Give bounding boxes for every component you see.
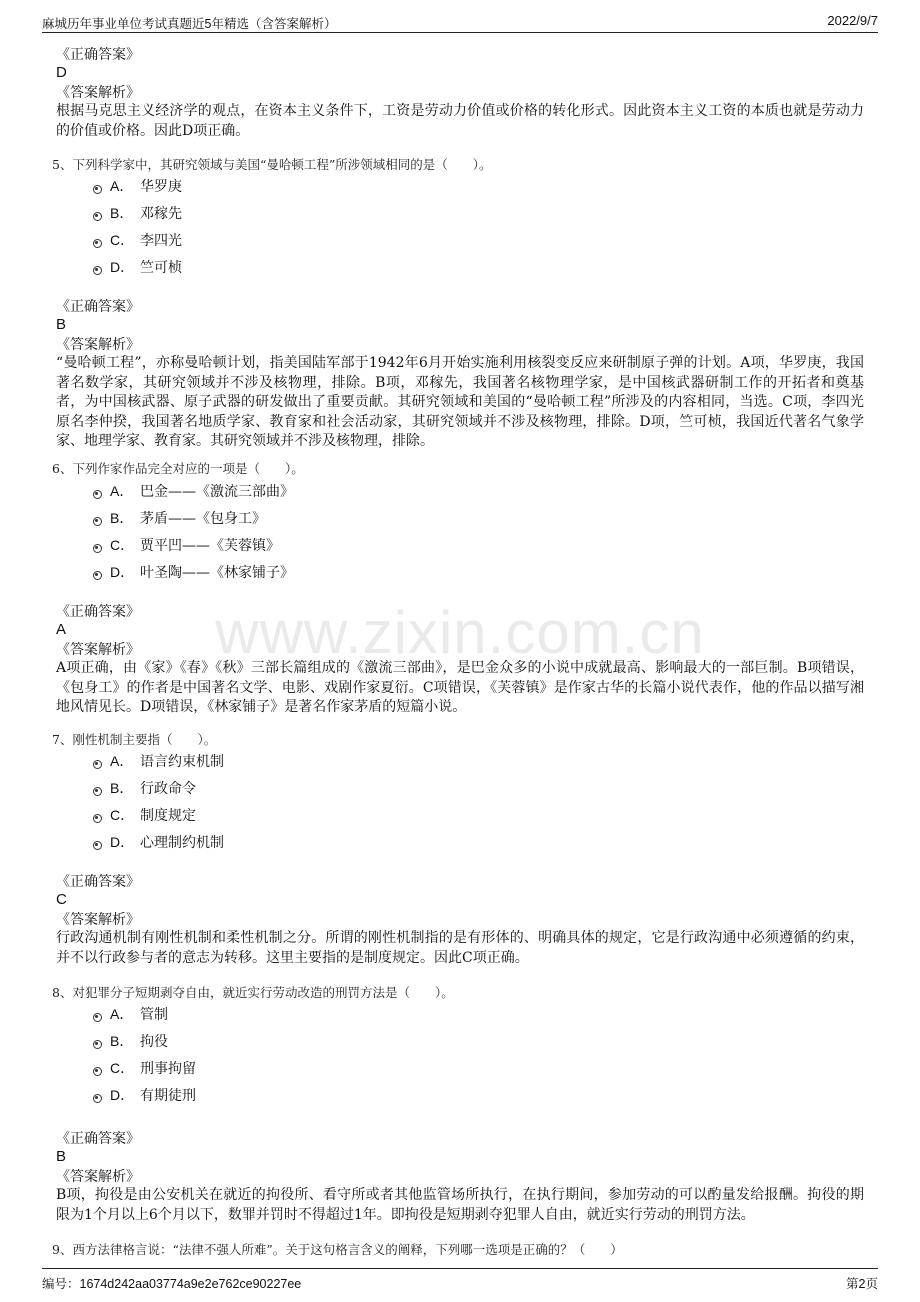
option-letter: B． [110, 1033, 134, 1049]
radio-icon[interactable] [93, 760, 102, 769]
radio-icon[interactable] [93, 544, 102, 553]
document-title: 麻城历年事业单位考试真题近5年精选（含答案解析） [42, 17, 337, 31]
option-c[interactable] [93, 230, 182, 250]
radio-icon[interactable] [93, 185, 102, 194]
option-c[interactable] [93, 805, 196, 825]
radio-icon[interactable] [93, 1067, 102, 1076]
correct-answer-value: A [56, 621, 67, 638]
page-footer [42, 1268, 878, 1293]
correct-answer-label: 《正确答案》 [56, 299, 140, 315]
option-text: 竺可桢 [140, 260, 182, 276]
correct-answer-value: D [56, 64, 67, 81]
radio-icon[interactable] [93, 490, 102, 499]
option-b[interactable] [93, 1031, 168, 1051]
option-letter: C． [110, 232, 135, 248]
radio-icon[interactable] [93, 841, 102, 850]
correct-answer-value: B [56, 316, 67, 333]
option-b[interactable] [93, 778, 196, 798]
question-stem: 8、对犯罪分子短期剥夺自由，就近实行劳动改造的刑罚方法是（ ）。 [52, 985, 454, 1000]
option-letter: A． [110, 1006, 134, 1022]
correct-answer-label: 《正确答案》 [56, 604, 140, 620]
question-stem: 9、西方法律格言说：“法律不强人所难”。关于这句格言含义的阐释，下列哪一选项是正确的？（ ） [52, 1242, 623, 1257]
option-b[interactable] [93, 203, 182, 223]
radio-icon[interactable] [93, 571, 102, 580]
correct-answer-value: C [56, 891, 67, 908]
radio-icon[interactable] [93, 266, 102, 275]
analysis-text: A项正确，由《家》《春》《秋》三部长篇组成的《激流三部曲》，是巴金众多的小说中成就最高、影响最大的一部巨制。B项错误，《包身工》的作者是中国著名文学、电影、戏剧作家夏衍。C项错误，《芙蓉镇》是作家古华的长篇小说代表作，他的作品以描写湘地风情见长。D项错误，《林家铺子》是著名作家茅盾的短篇小说。 [56, 660, 864, 716]
option-b[interactable] [93, 508, 266, 528]
option-text: 茅盾——《包身工》 [140, 511, 266, 527]
correct-answer-label: 《正确答案》 [56, 874, 140, 890]
radio-icon[interactable] [93, 1040, 102, 1049]
option-a[interactable] [93, 481, 294, 501]
option-letter: C． [110, 1060, 135, 1076]
option-letter: C． [110, 537, 135, 553]
option-a[interactable] [93, 1004, 168, 1024]
option-letter: B． [110, 780, 134, 796]
radio-icon[interactable] [93, 239, 102, 248]
page-header [42, 10, 878, 33]
option-letter: D． [110, 564, 135, 580]
analysis-label: 《答案解析》 [56, 642, 140, 658]
option-d[interactable] [93, 1085, 196, 1105]
option-letter: B． [110, 205, 134, 221]
correct-answer-label: 《正确答案》 [56, 47, 140, 63]
analysis-label: 《答案解析》 [56, 1169, 140, 1185]
question-stem: 7、刚性机制主要指（ ）。 [52, 732, 217, 747]
option-d[interactable] [93, 257, 182, 277]
option-text: 语言约束机制 [140, 754, 224, 770]
analysis-label: 《答案解析》 [56, 85, 140, 101]
option-letter: D． [110, 259, 135, 275]
analysis-text: 根据马克思主义经济学的观点，在资本主义条件下，工资是劳动力价值或价格的转化形式。因此资本主义工资的本质也就是劳动力的价值或价格。因此D项正确。 [56, 103, 864, 139]
radio-icon[interactable] [93, 787, 102, 796]
option-d[interactable] [93, 562, 294, 582]
option-letter: A． [110, 178, 134, 194]
analysis-label: 《答案解析》 [56, 337, 140, 353]
option-text: 心理制约机制 [140, 835, 224, 851]
option-letter: D． [110, 1087, 135, 1103]
radio-icon[interactable] [93, 517, 102, 526]
option-text: 有期徒刑 [140, 1088, 196, 1104]
analysis-text: 行政沟通机制有刚性机制和柔性机制之分。所谓的刚性机制指的是有形体的、明确具体的规定，它是行政沟通中必须遵循的约束，并不以行政参与者的意志为转移。这里主要指的是制度规定。因此C项正确。 [56, 930, 864, 966]
option-text: 巴金——《激流三部曲》 [140, 484, 294, 500]
option-a[interactable] [93, 176, 182, 196]
option-text: 管制 [140, 1007, 168, 1023]
correct-answer-value: B [56, 1148, 67, 1165]
radio-icon[interactable] [93, 1013, 102, 1022]
option-a[interactable] [93, 751, 224, 771]
document-code: 编号：1674d242aa03774a9e2e762ce90227ee [42, 1277, 302, 1291]
option-text: 拘役 [140, 1034, 168, 1050]
document-date: 2022/9/7 [827, 13, 878, 28]
analysis-label: 《答案解析》 [56, 912, 140, 928]
option-d[interactable] [93, 832, 224, 852]
option-text: 邓稼先 [140, 206, 182, 222]
question-stem: 5、下列科学家中，其研究领域与美国“曼哈顿工程”所涉领域相同的是（ ）。 [52, 157, 492, 172]
radio-icon[interactable] [93, 212, 102, 221]
option-text: 华罗庚 [140, 179, 182, 195]
option-text: 行政命令 [140, 781, 196, 797]
option-letter: D． [110, 834, 135, 850]
option-text: 刑事拘留 [140, 1061, 196, 1077]
analysis-text: B项，拘役是由公安机关在就近的拘役所、看守所或者其他监管场所执行，在执行期间，参加劳动的可以酌量发给报酬。拘役的期限为1个月以上6个月以下，数罪并罚时不得超过1年。即拘役是短期剥夺犯罪人自由，就近实行劳动的刑罚方法。 [56, 1187, 864, 1223]
option-c[interactable] [93, 535, 280, 555]
watermark: www.zixin.com.cn [215, 599, 705, 666]
radio-icon[interactable] [93, 814, 102, 823]
option-letter: A． [110, 753, 134, 769]
question-stem: 6、下列作家作品完全对应的一项是（ ）。 [52, 461, 304, 476]
correct-answer-label: 《正确答案》 [56, 1131, 140, 1147]
option-letter: B． [110, 510, 134, 526]
option-text: 制度规定 [140, 808, 196, 824]
analysis-text: “曼哈顿工程”，亦称曼哈顿计划，指美国陆军部于1942年6月开始实施利用核裂变反应来研制原子弹的计划。A项，华罗庚，我国著名数学家，其研究领域并不涉及核物理，排除。B项，邓稼先，我国著名核物理学家，是中国核武器研制工作的开拓者和奠基者，为中国核武器、原子武器的研发做出了重要贡献。其研究领域和美国的“曼哈顿工程”所涉及的内容相同，当选。C项，李四光原名李仲揆，我国著名地质学家、教育家和社会活动家，其研究领域并不涉及核物理，排除。D项，竺可桢，我国近代著名气象学家、地理学家、教育家。其研究领域并不涉及核物理，排除。 [56, 355, 864, 450]
option-c[interactable] [93, 1058, 196, 1078]
option-letter: A． [110, 483, 134, 499]
option-text: 叶圣陶——《林家铺子》 [140, 565, 294, 581]
page-number: 第2页 [846, 1277, 878, 1291]
option-text: 李四光 [140, 233, 182, 249]
option-letter: C． [110, 807, 135, 823]
radio-icon[interactable] [93, 1094, 102, 1103]
option-text: 贾平凹——《芙蓉镇》 [140, 538, 280, 554]
